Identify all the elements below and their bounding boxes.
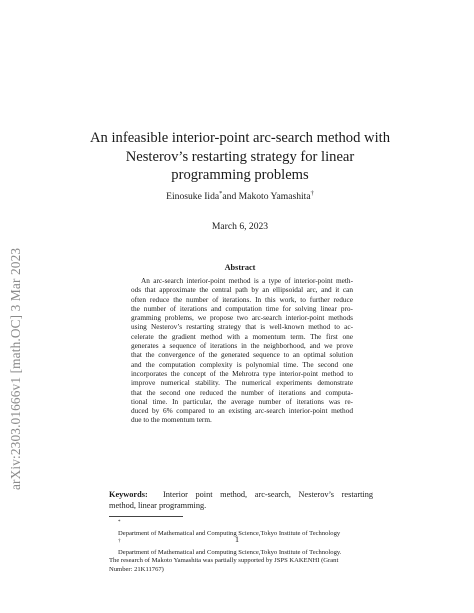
abstract-line: often reduce the number of iterations. In this work, to further reduce xyxy=(131,294,353,304)
keywords-section xyxy=(109,489,373,511)
footnote-text: Department of Mathematical and Computing Science,Tokyo Institute of Technology xyxy=(118,529,341,537)
footnote-marker: * xyxy=(118,520,121,525)
abstract-line: improve numerical stability. The numerical experiments demonstrate xyxy=(131,378,353,388)
abstract-line: that the convergence of the generated sequence to an optimal solution xyxy=(131,350,353,360)
abstract-line: ods that approximate the central path by an ellipsoidal arc, and it can xyxy=(131,285,353,295)
footnote-marker: † xyxy=(118,539,121,545)
arxiv-identifier-stamp: arXiv:2303.01666v1 [math.OC] 3 Mar 2023 xyxy=(8,247,23,490)
abstract-body xyxy=(131,276,353,425)
abstract-line: and the computation complexity is polynomial time. The second one xyxy=(131,359,353,369)
page-number: 1 xyxy=(235,535,239,544)
footnotes xyxy=(109,519,373,574)
abstract-line: celerate the gradient method with a momentum term. The first one xyxy=(131,331,353,341)
footnote-marker: * xyxy=(219,190,223,197)
keywords-label: Keywords: xyxy=(109,490,148,499)
abstract-line: that the second one reduced the number of iterations and computa- xyxy=(131,387,353,397)
author-name: Einosuke Iida xyxy=(166,191,220,203)
abstract-line: using Nesterov’s restarting strategy that is well-known method to ac- xyxy=(131,322,353,332)
keywords-text: Interior point method, arc-search, Nesterov’s restarting xyxy=(162,490,373,499)
abstract-line: incorporates the concept of the Mehrotra type interior-point method to xyxy=(131,368,353,378)
abstract-line: the number of iterations and computation time for solving linear pro- xyxy=(131,303,353,313)
keywords-line xyxy=(109,489,373,500)
author-list xyxy=(60,190,420,202)
keywords-line: method, linear programming. xyxy=(109,501,207,510)
footnote-marker: † xyxy=(310,190,314,197)
title-line: Nesterov’s restarting strategy for linear xyxy=(125,148,355,165)
footnote-text: Department of Mathematical and Computing Science,Tokyo Institute of Technology. xyxy=(118,548,342,556)
paper-title xyxy=(60,129,420,185)
abstract-line: gramming problems, we propose two arc-search interior-point methods xyxy=(131,313,353,323)
title-line: An infeasible interior-point arc-search method with xyxy=(90,130,390,146)
abstract-line: generates a sequence of iterations in the neighborhood, and we prove xyxy=(131,341,353,351)
paper-date: March 6, 2023 xyxy=(211,221,269,232)
abstract-line: tional time. In particular, the average number of iterations was re- xyxy=(131,396,353,406)
abstract-line: An arc-search interior-point method is a type of interior-point meth- xyxy=(141,276,353,285)
abstract-heading: Abstract xyxy=(224,263,256,272)
abstract-line: due to the momentum term. xyxy=(131,415,212,425)
footnote-text: The research of Makoto Yamashita was partially supported by JSPS KAKENHI (Grant xyxy=(109,557,339,565)
footnote-text: Number: 21K11767) xyxy=(109,565,164,573)
footnote-divider xyxy=(109,516,183,517)
title-line: programming problems xyxy=(171,167,309,183)
abstract-line: duced by 6% compared to an existing arc-search interior-point method xyxy=(131,406,353,416)
author-name: and Makoto Yamashita xyxy=(222,191,311,203)
